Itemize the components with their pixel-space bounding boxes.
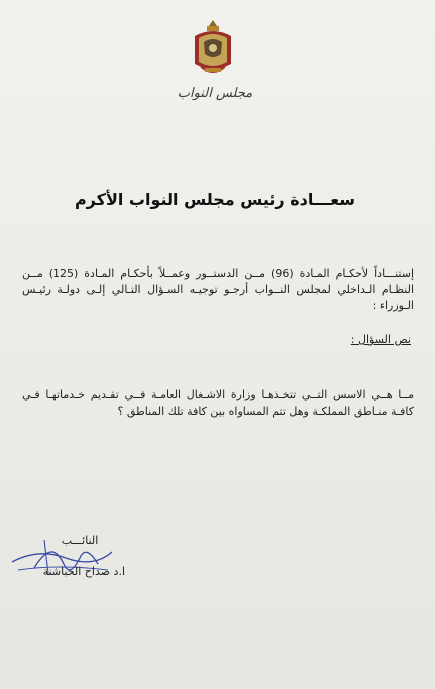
letterhead-name: مجلس النواب [177,86,253,101]
question-text: مــا هــي الاسس التــي تتخـذهـا وزارة الاشـغال العامـة فــي تقـديم خـدماتهـا فـي كافـة منـاطق المملكـة وهل تتم المساواه بين كافة تلك المناطق ؟ [22,388,414,418]
salutation-heading: سعـــادة رئيس مجلس النواب الأكرم [74,190,356,209]
body-paragraph: إستنـــاداً لأحكـام المـادة (96) مــن الدستــور وعمــلاً بأحكـام المـادة (125) مــن النظـام الـداخلي لمجلس النــواب أرجـو توجيـه السـؤال التـالي إلـى دولـة رئيـس الـوزراء : [22,267,415,312]
question-label: نص السؤال : [350,333,411,346]
signatory-name: ا.د صداح الحباشنة [42,565,125,578]
coat-of-arms-icon [191,18,235,80]
signatory-title: النائـــب [61,534,99,547]
